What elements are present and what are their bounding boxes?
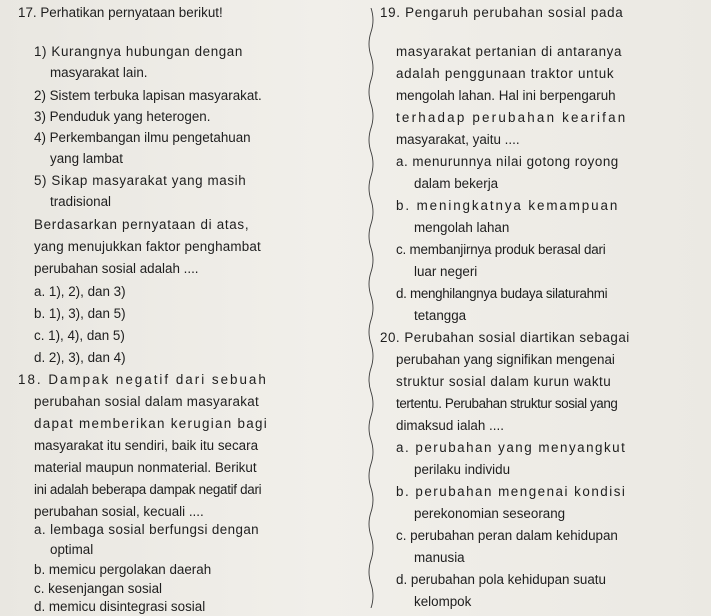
- q17-question-line-3: perubahan sosial adalah ....: [34, 261, 199, 276]
- q20-option-c-line-2[interactable]: manusia: [414, 550, 465, 565]
- q20-stem-line-1: 20. Perubahan sosial diartikan sebagai: [380, 330, 630, 345]
- q19-option-d-line-1[interactable]: d. menghilangnya budaya silaturahmi: [396, 286, 608, 301]
- q17-statement-1-line-2: masyarakat lain.: [50, 65, 148, 80]
- q18-option-b[interactable]: b. memicu pergolakan daerah: [34, 562, 212, 577]
- q17-option-a[interactable]: a. 1), 2), dan 3): [34, 284, 126, 299]
- q17-statement-4-line-1: 4) Perkembangan ilmu pengetahuan: [34, 130, 251, 145]
- q18-stem-line-4: masyarakat itu sendiri, baik itu secara: [34, 438, 259, 453]
- q18-stem-line-6: ini adalah beberapa dampak negatif dari: [34, 482, 262, 497]
- q18-option-c[interactable]: c. kesenjangan sosial: [34, 581, 163, 596]
- q17-option-c[interactable]: c. 1), 4), dan 5): [34, 328, 125, 343]
- q19-option-b-line-2[interactable]: mengolah lahan: [414, 220, 510, 235]
- q20-option-a-line-2[interactable]: perilaku individu: [414, 462, 511, 477]
- q20-option-b-line-1[interactable]: b. perubahan mengenai kondisi: [396, 484, 627, 499]
- q17-question-line-1: Berdasarkan pernyataan di atas,: [34, 217, 250, 232]
- q18-stem-line-2: perubahan sosial dalam masyarakat: [34, 394, 260, 409]
- q20-stem-line-4: tertentu. Perubahan struktur sosial yang: [396, 396, 618, 411]
- q19-stem-line-1: 19. Pengaruh perubahan sosial pada: [380, 5, 624, 20]
- q17-option-d[interactable]: d. 2), 3), dan 4): [34, 350, 126, 365]
- q19-stem-line-3: adalah penggunaan traktor untuk: [396, 66, 615, 81]
- q17-statement-5-line-2: tradisional: [50, 194, 112, 209]
- q19-option-a-line-2[interactable]: dalam bekerja: [414, 176, 499, 191]
- q20-stem-line-3: struktur sosial dalam kurun waktu: [396, 374, 612, 389]
- q19-option-d-line-2[interactable]: tetangga: [414, 308, 467, 323]
- q20-stem-line-2: perubahan yang signifikan mengenai: [396, 352, 615, 367]
- q20-option-d-line-1[interactable]: d. perubahan pola kehidupan suatu: [396, 572, 606, 587]
- question-17-stem: 17. Perhatikan pernyataan berikut!: [18, 5, 223, 20]
- q19-option-b-line-1[interactable]: b. meningkatnya kemampuan: [396, 198, 620, 213]
- q19-stem-line-4: mengolah lahan. Hal ini berpengaruh: [396, 88, 616, 103]
- column-divider: [366, 8, 376, 608]
- q17-question-line-2: yang menujukkan faktor penghambat: [34, 239, 261, 254]
- q20-option-b-line-2[interactable]: perekonomian seseorang: [414, 506, 566, 521]
- q20-option-d-line-2[interactable]: kelompok: [414, 594, 472, 609]
- q17-statement-1-line-1: 1) Kurangnya hubungan dengan: [34, 44, 243, 59]
- q18-option-d[interactable]: d. memicu disintegrasi sosial: [34, 599, 206, 614]
- q20-option-a-line-1[interactable]: a. perubahan yang menyangkut: [396, 440, 627, 455]
- q19-stem-line-2: masyarakat pertanian di antaranya: [396, 44, 622, 59]
- q17-statement-3: 3) Penduduk yang heterogen.: [34, 109, 211, 124]
- q17-statement-4-line-2: yang lambat: [50, 151, 123, 166]
- q20-stem-line-5: dimaksud ialah ....: [396, 418, 504, 433]
- q20-option-c-line-1[interactable]: c. perubahan peran dalam kehidupan: [396, 528, 618, 543]
- q17-option-b[interactable]: b. 1), 3), dan 5): [34, 306, 126, 321]
- q19-option-c-line-1[interactable]: c. membanjirnya produk berasal dari: [396, 242, 606, 257]
- q17-statement-5-line-1: 5) Sikap masyarakat yang masih: [34, 173, 247, 188]
- q19-stem-line-6: masyarakat, yaitu ....: [396, 132, 520, 147]
- q18-option-a-line-2[interactable]: optimal: [50, 542, 94, 557]
- q18-stem-line-1: 18. Dampak negatif dari sebuah: [18, 372, 268, 387]
- q17-statement-2: 2) Sistem terbuka lapisan masyarakat.: [34, 88, 262, 103]
- q19-stem-line-5: terhadap perubahan kearifan: [396, 110, 628, 125]
- q19-option-a-line-1[interactable]: a. menurunnya nilai gotong royong: [396, 154, 619, 169]
- q19-option-c-line-2[interactable]: luar negeri: [414, 264, 478, 279]
- q18-stem-line-5: material maupun nonmaterial. Berikut: [34, 460, 257, 475]
- q18-stem-line-7: perubahan sosial, kecuali ....: [34, 504, 204, 519]
- q18-stem-line-3: dapat memberikan kerugian bagi: [34, 416, 269, 431]
- q18-option-a-line-1[interactable]: a. lembaga sosial berfungsi dengan: [34, 522, 260, 537]
